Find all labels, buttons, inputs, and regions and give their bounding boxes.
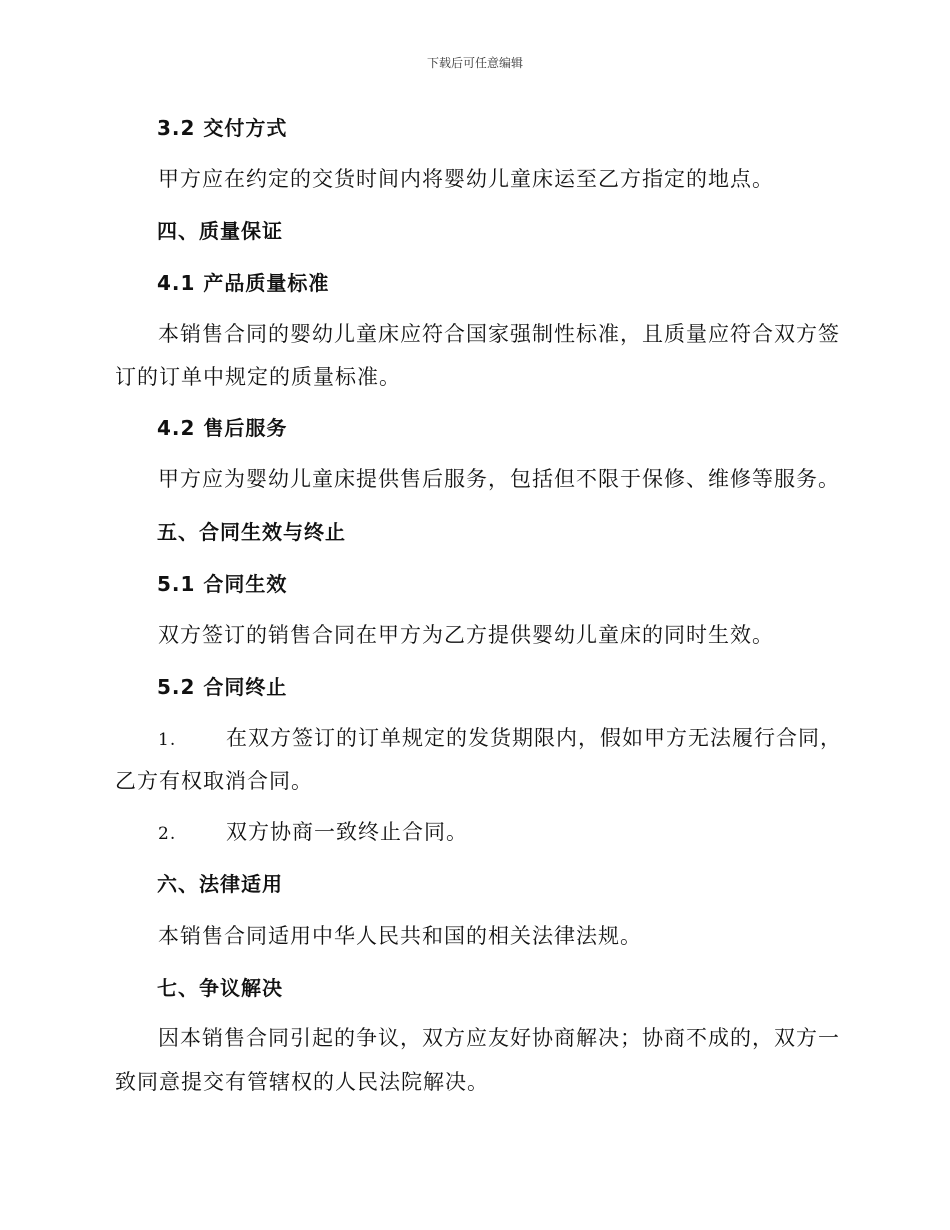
section-heading-4-2: 4.2 售后服务 [157, 416, 288, 440]
list-item [158, 724, 858, 752]
list-item-number: 1. [158, 730, 177, 750]
list-item-text: 在双方签订的订单规定的发货期限内，假如甲方无法履行合同， [226, 726, 842, 750]
section-heading-6: 六、法律适用 [157, 872, 283, 896]
section-heading-3-2: 3.2 交付方式 [157, 116, 288, 140]
section-heading-4-1: 4.1 产品质量标准 [157, 271, 330, 295]
section-heading-5-1: 5.1 合同生效 [157, 572, 288, 596]
paragraph-3-2: 甲方应在约定的交货时间内将婴幼儿童床运至乙方指定的地点。 [158, 167, 774, 191]
section-heading-4: 四、质量保证 [157, 219, 283, 243]
list-item [158, 818, 858, 846]
paragraph-4-2: 甲方应为婴幼儿童床提供售后服务，包括但不限于保修、维修等服务。 [158, 467, 840, 491]
list-item-text: 双方协商一致终止合同。 [226, 820, 468, 844]
paragraph-4-1-line2: 订的订单中规定的质量标准。 [115, 365, 401, 389]
list-item-number: 2. [158, 824, 177, 844]
paragraph-7-line1: 因本销售合同引起的争议，双方应友好协商解决；协商不成的，双方一 [158, 1026, 840, 1050]
page-header: 下载后可任意编辑 [426, 56, 523, 70]
section-heading-5: 五、合同生效与终止 [157, 520, 346, 544]
paragraph-5-1: 双方签订的销售合同在甲方为乙方提供婴幼儿童床的同时生效。 [158, 623, 774, 647]
section-heading-5-2: 5.2 合同终止 [157, 675, 288, 699]
paragraph-4-1-line1: 本销售合同的婴幼儿童床应符合国家强制性标准，且质量应符合双方签 [158, 322, 840, 346]
paragraph-7-line2: 致同意提交有管辖权的人民法院解决。 [115, 1070, 489, 1094]
list-item-continuation: 乙方有权取消合同。 [115, 769, 313, 793]
paragraph-6: 本销售合同适用中华人民共和国的相关法律法规。 [158, 924, 642, 948]
section-heading-7: 七、争议解决 [157, 976, 283, 1000]
